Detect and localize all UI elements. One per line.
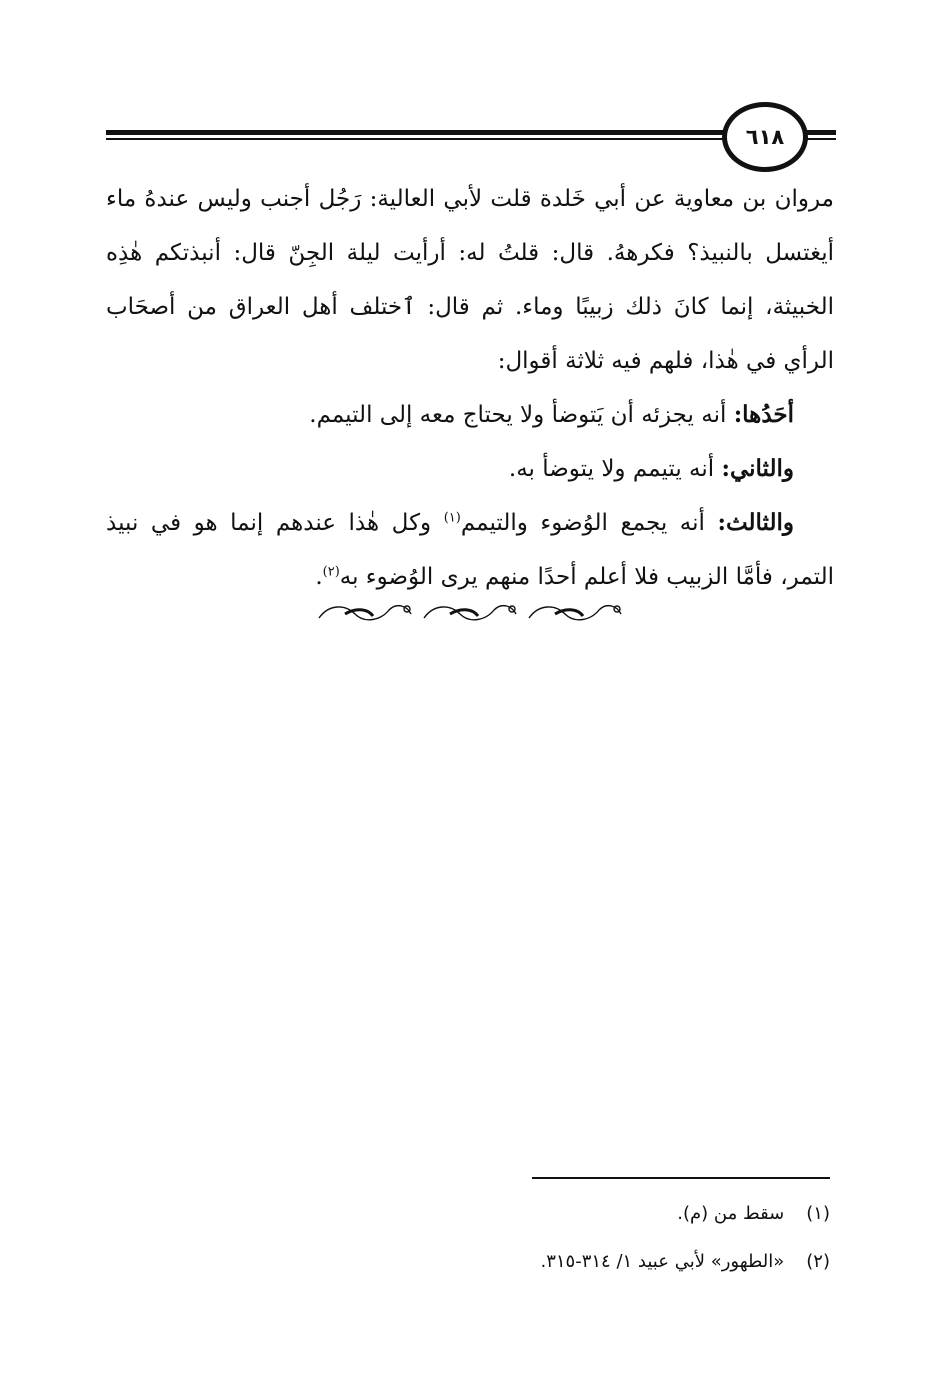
item-end: .	[315, 564, 323, 590]
list-item	[106, 496, 834, 604]
footnote-text: سقط من (م).	[677, 1203, 785, 1224]
footnote-item	[106, 1238, 830, 1286]
item-text: أنه يجمع الوُضوء والتيمم	[460, 510, 718, 536]
item-text: أنه يتيمم ولا يتوضأ به.	[508, 456, 722, 482]
page-header	[106, 102, 836, 182]
header-rule-thin	[106, 138, 726, 140]
item-text: أنه يجزئه أن يَتوضأ ولا يحتاج معه إلى التيمم.	[309, 402, 734, 428]
item-label: والثالث:	[717, 509, 795, 536]
footnote-divider	[532, 1177, 830, 1179]
footnote-item	[106, 1190, 830, 1238]
list-item	[106, 442, 834, 496]
body-text	[106, 172, 834, 604]
header-rule	[106, 130, 726, 135]
footnote-text: «الطهور» لأبي عبيد ١/ ٣١٤-٣١٥.	[540, 1251, 785, 1272]
footnote-number: (١)	[806, 1203, 830, 1224]
list-item	[106, 388, 834, 442]
paragraph: مروان بن معاوية عن أبي خَلدة قلت لأبي العالية: رَجُل أجنب وليس عندهُ ماء أيغتسل بالنبيذ؟ فكرههُ. قال: قلتُ له: أرأيت ليلة الجِنّ قال: أنبذتكم هٰذِه الخبيثة، إنما كانَ ذلك زبيبًا وماء. ثم قال: ٱختلف أهل العراق من أصحَاب الرأي في هٰذا، فلهم فيه ثلاثة أقوال:	[106, 186, 834, 374]
item-text: وكل هٰذا عندهم إنما هو في نبيذ التمر، فأمَّا الزبيب فلا أعلم أحدًا منهم يرى الوُضوء به	[106, 510, 834, 590]
footnote-ref[interactable]: (١)	[443, 510, 461, 526]
floral-divider-icon	[315, 598, 625, 626]
item-label: والثاني:	[721, 455, 794, 482]
footnote-ref[interactable]: (٢)	[322, 564, 340, 580]
item-label: أحَدُها:	[733, 401, 794, 428]
page-number: ٦١٨	[722, 102, 808, 172]
footnotes	[106, 1190, 830, 1286]
footnote-number: (٢)	[806, 1251, 830, 1272]
